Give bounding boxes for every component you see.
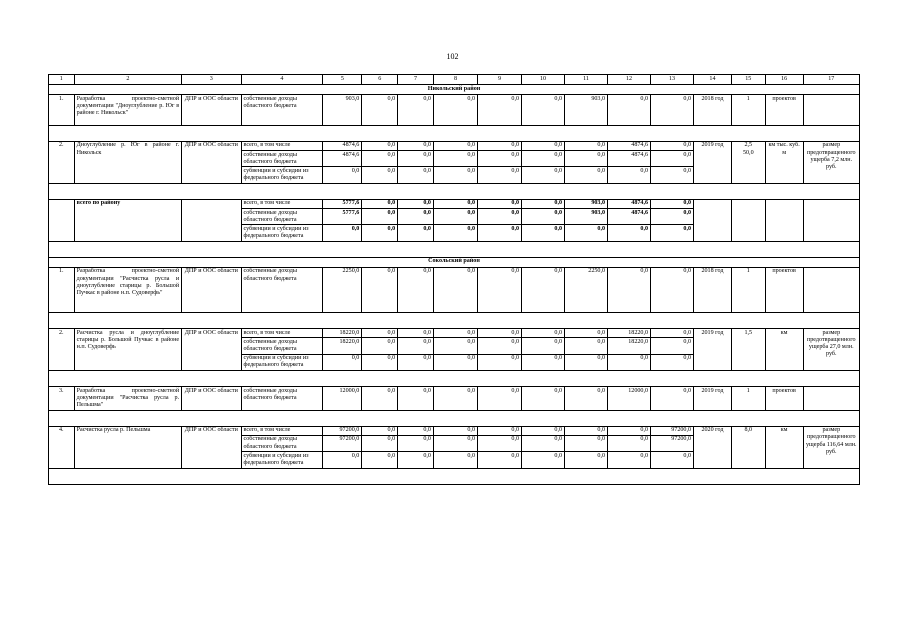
funding-source: всего, в том числе	[241, 141, 323, 150]
unit: проектов	[765, 267, 803, 312]
value-cell: 0,0	[362, 141, 398, 150]
quantity: 2,5 50,0	[731, 141, 765, 183]
value-cell: 0,0	[323, 167, 362, 183]
value-cell: 0,0	[478, 426, 522, 435]
value-cell: 0,0	[565, 329, 608, 338]
column-header: 17	[803, 75, 859, 85]
value-cell: 0,0	[565, 452, 608, 468]
value-cell: 0,0	[398, 387, 434, 411]
value-cell: 0,0	[323, 354, 362, 370]
funding-source: субвенции и субсидии из федерального бюджета	[241, 167, 323, 183]
executor: ДПР и ООС области	[182, 329, 241, 371]
value-cell: 0,0	[608, 435, 651, 451]
value-cell: 0,0	[522, 387, 565, 411]
value-cell: 4874,6	[323, 151, 362, 167]
funding-source: собственные доходы областного бюджета	[241, 151, 323, 167]
value-cell: 0,0	[478, 354, 522, 370]
year: 2019 год	[694, 387, 732, 411]
column-header: 13	[651, 75, 694, 85]
value-cell: 0,0	[362, 151, 398, 167]
value-cell: 0,0	[398, 95, 434, 126]
page-number: 102	[446, 52, 459, 61]
value-cell: 0,0	[608, 225, 651, 241]
table-row	[49, 387, 860, 411]
year: 2020 год	[694, 426, 732, 468]
value-cell: 0,0	[478, 167, 522, 183]
value-cell: 5777,6	[323, 199, 362, 208]
table-row	[49, 95, 860, 126]
table-row	[49, 267, 860, 312]
year: 2018 год	[694, 267, 732, 312]
value-cell: 0,0	[608, 426, 651, 435]
value-cell: 97200,0	[323, 435, 362, 451]
value-cell: 0,0	[522, 95, 565, 126]
value-cell: 0,0	[398, 452, 434, 468]
value-cell: 0,0	[522, 141, 565, 150]
value-cell: 0,0	[651, 354, 694, 370]
value-cell: 0,0	[651, 151, 694, 167]
value-cell: 0,0	[433, 225, 477, 241]
table-body	[49, 75, 860, 485]
funding-source: собственные доходы областного бюджета	[241, 387, 323, 411]
value-cell: 0,0	[478, 452, 522, 468]
value-cell: 0,0	[565, 225, 608, 241]
value-cell: 0,0	[398, 167, 434, 183]
unit: км	[765, 329, 803, 371]
value-cell: 0,0	[433, 354, 477, 370]
value-cell: 0,0	[433, 151, 477, 167]
value-cell: 0,0	[522, 209, 565, 225]
spacer-row	[49, 468, 860, 484]
note	[803, 387, 859, 411]
value-cell: 0,0	[478, 225, 522, 241]
unit: проектов	[765, 387, 803, 411]
value-cell: 0,0	[651, 387, 694, 411]
executor: ДПР и ООС области	[182, 426, 241, 468]
year: 2019 год	[694, 329, 732, 371]
value-cell: 12000,0	[608, 387, 651, 411]
value-cell: 0,0	[478, 151, 522, 167]
value-cell: 0,0	[398, 151, 434, 167]
value-cell: 0,0	[651, 209, 694, 225]
value-cell: 0,0	[398, 435, 434, 451]
spacer-row	[49, 410, 860, 426]
funding-source: собственные доходы областного бюджета	[241, 435, 323, 451]
executor: ДПР и ООС области	[182, 95, 241, 126]
value-cell: 0,0	[478, 387, 522, 411]
spacer-row	[49, 125, 860, 141]
funding-source: собственные доходы областного бюджета	[241, 95, 323, 126]
value-cell: 0,0	[565, 426, 608, 435]
quantity	[731, 199, 765, 241]
value-cell: 0,0	[565, 338, 608, 354]
value-cell: 0,0	[522, 426, 565, 435]
value-cell: 0,0	[522, 167, 565, 183]
value-cell: 0,0	[362, 267, 398, 312]
spacer	[49, 241, 860, 257]
measure-name: Разработка проектно-сметной документации "Расчистка русла и дноуглубление старицы р. Большой Пучкас в районе н.п. Судоверфь"	[74, 267, 182, 312]
value-cell: 0,0	[433, 199, 477, 208]
value-cell: 0,0	[362, 452, 398, 468]
value-cell: 0,0	[433, 141, 477, 150]
value-cell: 18220,0	[608, 338, 651, 354]
value-cell: 2250,0	[565, 267, 608, 312]
row-number: 2.	[49, 141, 75, 183]
value-cell: 0,0	[608, 354, 651, 370]
spacer-row	[49, 183, 860, 199]
value-cell: 0,0	[478, 267, 522, 312]
value-cell: 0,0	[651, 199, 694, 208]
program-table	[48, 74, 860, 485]
value-cell: 18220,0	[323, 329, 362, 338]
value-cell: 0,0	[478, 338, 522, 354]
value-cell: 0,0	[398, 199, 434, 208]
value-cell: 0,0	[651, 329, 694, 338]
spacer	[49, 410, 860, 426]
value-cell: 0,0	[323, 225, 362, 241]
value-cell: 0,0	[478, 435, 522, 451]
value-cell: 97200,0	[651, 435, 694, 451]
section-row	[49, 257, 860, 267]
value-cell: 0,0	[651, 95, 694, 126]
value-cell: 0,0	[398, 141, 434, 150]
column-header: 15	[731, 75, 765, 85]
value-cell: 0,0	[362, 338, 398, 354]
quantity: 1	[731, 95, 765, 126]
value-cell: 0,0	[522, 225, 565, 241]
funding-source: субвенции и субсидии из федерального бюджета	[241, 225, 323, 241]
funding-source: всего, в том числе	[241, 329, 323, 338]
executor: ДПР и ООС области	[182, 267, 241, 312]
column-header: 6	[362, 75, 398, 85]
value-cell: 0,0	[362, 167, 398, 183]
quantity: 1	[731, 267, 765, 312]
value-cell: 4874,6	[608, 151, 651, 167]
value-cell: 0,0	[398, 225, 434, 241]
value-cell: 0,0	[433, 329, 477, 338]
value-cell: 0,0	[522, 267, 565, 312]
value-cell: 0,0	[651, 141, 694, 150]
value-cell: 0,0	[433, 435, 477, 451]
value-cell: 97200,0	[323, 426, 362, 435]
spacer	[49, 468, 860, 484]
column-header: 10	[522, 75, 565, 85]
year	[694, 199, 732, 241]
note: размер предотвращенного ущерба 116,64 млн. руб.	[803, 426, 859, 468]
column-header: 2	[74, 75, 182, 85]
value-cell: 0,0	[362, 354, 398, 370]
value-cell: 903,0	[565, 95, 608, 126]
row-number: 3.	[49, 387, 75, 411]
column-header: 16	[765, 75, 803, 85]
column-header: 9	[478, 75, 522, 85]
value-cell: 0,0	[522, 452, 565, 468]
value-cell: 0,0	[362, 426, 398, 435]
table-row	[49, 426, 860, 435]
value-cell: 4874,6	[323, 141, 362, 150]
measure-name: Разработка проектно-сметной документации "Расчистка русла р. Пельшма"	[74, 387, 182, 411]
funding-source: субвенции и субсидии из федерального бюджета	[241, 452, 323, 468]
value-cell: 0,0	[398, 329, 434, 338]
measure-name: всего по району	[74, 199, 182, 241]
section-row	[49, 85, 860, 95]
column-header: 3	[182, 75, 241, 85]
value-cell: 0,0	[565, 435, 608, 451]
value-cell: 903,0	[565, 199, 608, 208]
note	[803, 95, 859, 126]
year: 2018 год	[694, 95, 732, 126]
value-cell: 0,0	[522, 338, 565, 354]
value-cell: 0,0	[433, 209, 477, 225]
value-cell: 903,0	[565, 209, 608, 225]
note: размер предотвращенного ущерба 27,0 млн. руб.	[803, 329, 859, 371]
value-cell: 12000,0	[323, 387, 362, 411]
value-cell: 0,0	[362, 95, 398, 126]
value-cell: 0,0	[433, 338, 477, 354]
value-cell: 0,0	[478, 141, 522, 150]
measure-name: Дноуглубление р. Юг в районе г. Никольск	[74, 141, 182, 183]
value-cell: 0,0	[362, 387, 398, 411]
executor: ДПР и ООС области	[182, 387, 241, 411]
section-title: Сокольский район	[49, 257, 860, 267]
value-cell: 0,0	[433, 387, 477, 411]
value-cell: 0,0	[398, 426, 434, 435]
value-cell: 0,0	[398, 267, 434, 312]
note	[803, 199, 859, 241]
row-number: 2.	[49, 329, 75, 371]
spacer	[49, 371, 860, 387]
unit: км	[765, 426, 803, 468]
value-cell: 0,0	[565, 354, 608, 370]
value-cell: 0,0	[565, 387, 608, 411]
funding-source: всего, в том числе	[241, 199, 323, 208]
spacer	[49, 313, 860, 329]
value-cell: 4874,6	[608, 141, 651, 150]
quantity: 8,0	[731, 426, 765, 468]
value-cell: 0,0	[478, 209, 522, 225]
value-cell: 0,0	[522, 151, 565, 167]
row-number	[49, 199, 75, 241]
unit: проектов	[765, 95, 803, 126]
unit	[765, 199, 803, 241]
table-row	[49, 141, 860, 150]
section-title: Никольский район	[49, 85, 860, 95]
value-cell: 0,0	[433, 167, 477, 183]
value-cell: 4874,6	[608, 209, 651, 225]
measure-name: Расчистка русла и дноуглубление старицы р. Большой Пучкас в районе н.п. Судоверфь	[74, 329, 182, 371]
spacer	[49, 125, 860, 141]
measure-name: Расчистка русла р. Пельшма	[74, 426, 182, 468]
executor	[182, 199, 241, 241]
value-cell: 903,0	[323, 95, 362, 126]
unit: км тыс. куб. м	[765, 141, 803, 183]
value-cell: 0,0	[433, 267, 477, 312]
value-cell: 5777,6	[323, 209, 362, 225]
value-cell: 0,0	[433, 452, 477, 468]
value-cell: 97200,0	[651, 426, 694, 435]
value-cell: 0,0	[478, 199, 522, 208]
quantity: 1	[731, 387, 765, 411]
value-cell: 0,0	[398, 209, 434, 225]
table-row	[49, 329, 860, 338]
value-cell: 18220,0	[323, 338, 362, 354]
executor: ДПР и ООС области	[182, 141, 241, 183]
value-cell: 0,0	[522, 329, 565, 338]
value-cell: 0,0	[565, 167, 608, 183]
funding-source: собственные доходы областного бюджета	[241, 267, 323, 312]
value-cell: 0,0	[362, 209, 398, 225]
value-cell: 0,0	[651, 452, 694, 468]
value-cell: 0,0	[478, 329, 522, 338]
value-cell: 0,0	[433, 426, 477, 435]
value-cell: 0,0	[362, 435, 398, 451]
column-header: 14	[694, 75, 732, 85]
column-header: 8	[433, 75, 477, 85]
row-number: 1.	[49, 95, 75, 126]
value-cell: 0,0	[522, 435, 565, 451]
table-row	[49, 199, 860, 208]
funding-source: всего, в том числе	[241, 426, 323, 435]
value-cell: 0,0	[651, 338, 694, 354]
value-cell: 0,0	[651, 267, 694, 312]
spacer-row	[49, 371, 860, 387]
value-cell: 0,0	[608, 167, 651, 183]
header-row	[49, 75, 860, 85]
spacer-row	[49, 313, 860, 329]
value-cell: 0,0	[398, 354, 434, 370]
note	[803, 267, 859, 312]
value-cell: 0,0	[362, 329, 398, 338]
funding-source: собственные доходы областного бюджета	[241, 338, 323, 354]
value-cell: 0,0	[362, 225, 398, 241]
value-cell: 0,0	[608, 452, 651, 468]
value-cell: 0,0	[362, 199, 398, 208]
column-header: 7	[398, 75, 434, 85]
value-cell: 0,0	[608, 267, 651, 312]
value-cell: 4874,6	[608, 199, 651, 208]
column-header: 4	[241, 75, 323, 85]
value-cell: 0,0	[608, 95, 651, 126]
year: 2019 год	[694, 141, 732, 183]
note: размер предотвращенного ущерба 7,2 млн. руб.	[803, 141, 859, 183]
spacer	[49, 183, 860, 199]
row-number: 1.	[49, 267, 75, 312]
value-cell: 0,0	[565, 151, 608, 167]
row-number: 4.	[49, 426, 75, 468]
value-cell: 18220,0	[608, 329, 651, 338]
measure-name: Разработка проектно-сметной документации "Дноуглубление р. Юг в районе г. Никольск"	[74, 95, 182, 126]
value-cell: 0,0	[478, 95, 522, 126]
value-cell: 0,0	[651, 167, 694, 183]
column-header: 12	[608, 75, 651, 85]
value-cell: 0,0	[522, 199, 565, 208]
value-cell: 2250,0	[323, 267, 362, 312]
value-cell: 0,0	[651, 225, 694, 241]
value-cell: 0,0	[323, 452, 362, 468]
column-header: 11	[565, 75, 608, 85]
value-cell: 0,0	[433, 95, 477, 126]
value-cell: 0,0	[522, 354, 565, 370]
value-cell: 0,0	[398, 338, 434, 354]
quantity: 1,5	[731, 329, 765, 371]
value-cell: 0,0	[565, 141, 608, 150]
spacer-row	[49, 241, 860, 257]
funding-source: собственные доходы областного бюджета	[241, 209, 323, 225]
column-header: 1	[49, 75, 75, 85]
funding-source: субвенции и субсидии из федерального бюджета	[241, 354, 323, 370]
column-header: 5	[323, 75, 362, 85]
